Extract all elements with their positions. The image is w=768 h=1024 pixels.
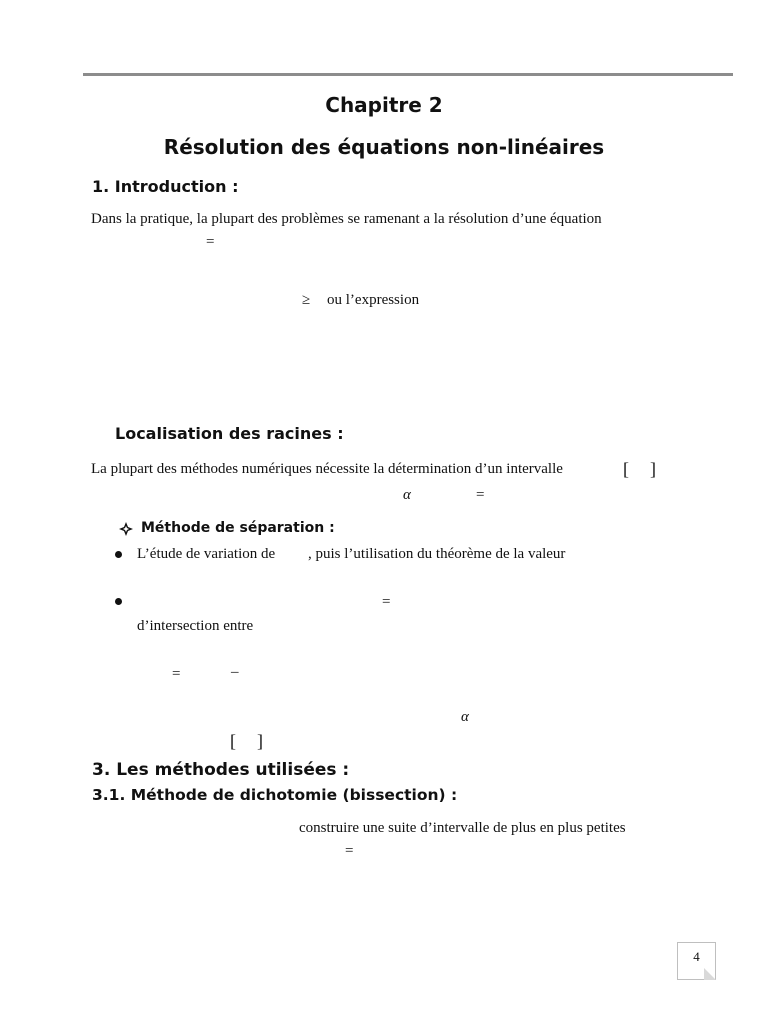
page-title: Résolution des équations non-linéaires xyxy=(163,135,605,159)
interval-bracket-close: ] xyxy=(650,459,656,479)
intro-equals-sign: = xyxy=(206,234,215,250)
diamond-bullet-icon xyxy=(118,521,134,537)
header-rule xyxy=(83,73,733,76)
dichotomie-paragraph-line: construire une suite d’intervalle de plus en plus petites xyxy=(299,820,626,836)
intro-geq-sign: ≥ xyxy=(302,292,311,308)
bullet2-intersection-text: d’intersection entre xyxy=(137,618,254,634)
methods-heading: 3. Les méthodes utilisées : xyxy=(92,760,350,780)
page-number: 4 xyxy=(693,949,700,964)
intro-expression-text: ou l’expression xyxy=(327,292,420,308)
methode-separation-heading: Méthode de séparation : xyxy=(141,520,335,536)
bullet2-equals-sign-2: = xyxy=(172,666,181,682)
interval-bracket-close: ] xyxy=(257,731,263,751)
alpha-symbol: α xyxy=(461,709,469,725)
dichotomie-heading: 3.1. Méthode de dichotomie (bissection) : xyxy=(92,786,458,804)
page-curl-icon xyxy=(704,968,716,980)
dichotomie-equals-sign: = xyxy=(345,843,354,859)
bullet2-equals-sign: = xyxy=(382,594,391,610)
localisation-heading: Localisation des racines : xyxy=(115,424,344,443)
bullet-dot-icon xyxy=(115,551,122,558)
bullet-dot-icon xyxy=(115,598,122,605)
page-number-box xyxy=(677,942,716,980)
bullet1-text-part2: , puis l’utilisation du théorème de la valeur xyxy=(308,546,566,562)
interval-bracket-open: [ xyxy=(623,459,629,479)
alpha-symbol: α xyxy=(403,487,411,503)
interval-bracket-open: [ xyxy=(230,731,236,751)
intro-heading: 1. Introduction : xyxy=(92,177,239,196)
minus-sign: – xyxy=(231,664,239,680)
intro-paragraph-line: Dans la pratique, la plupart des problèmes se ramenant a la résolution d’une équation xyxy=(91,211,602,227)
localisation-equals-sign: = xyxy=(476,487,485,503)
chapter-label: Chapitre 2 xyxy=(325,93,443,117)
localisation-paragraph-line: La plupart des méthodes numériques nécessite la détermination d’un intervalle xyxy=(91,461,563,477)
bullet1-text-part1: L’étude de variation de xyxy=(137,546,276,562)
